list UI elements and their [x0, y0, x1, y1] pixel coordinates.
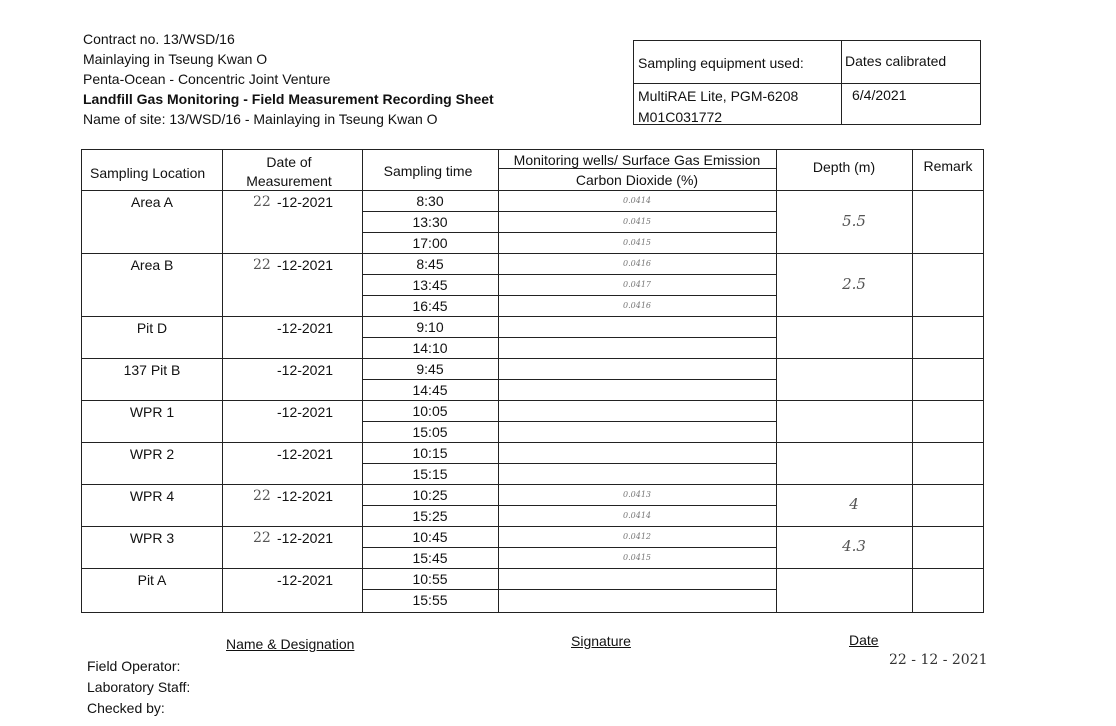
header-location: Sampling Location — [90, 165, 206, 181]
calibration-date: 6/4/2021 — [852, 87, 907, 103]
date-cell: -12-2021 — [277, 488, 334, 504]
co2-reading-cell: 0.0416 — [623, 259, 651, 268]
sheet-title: Landfill Gas Monitoring - Field Measurement Recording Sheet — [83, 91, 494, 107]
date-cell: -12-2021 — [277, 257, 334, 273]
sampling-time-cell: 15:15 — [412, 466, 448, 482]
sampling-time-cell: 8:45 — [416, 256, 444, 272]
project-name: Mainlaying in Tseung Kwan O — [83, 51, 268, 67]
sampling-time-cell: 8:30 — [416, 193, 444, 209]
equipment-header: Sampling equipment used: — [638, 55, 804, 71]
header-date-line1: Date of — [266, 154, 312, 170]
sampling-time-cell: 15:25 — [412, 508, 448, 524]
co2-reading-cell: 0.0412 — [623, 532, 651, 541]
location-cell: WPR 4 — [129, 488, 175, 504]
header-depth: Depth (m) — [812, 159, 876, 175]
depth-cell: 2.5 — [842, 274, 866, 293]
sampling-time-cell: 15:55 — [412, 592, 448, 608]
name-designation-label: Name & Designation — [226, 636, 355, 652]
co2-reading-cell: 0.0416 — [623, 301, 651, 310]
depth-cell: 4.3 — [842, 537, 866, 555]
sampling-time-cell: 9:10 — [416, 319, 444, 335]
date-cell: -12-2021 — [277, 362, 334, 378]
co2-reading-cell: 0.0415 — [623, 553, 651, 562]
header-remark: Remark — [923, 158, 973, 174]
footer-date-value: 22 - 12 - 2021 — [889, 652, 988, 668]
sampling-time-cell: 13:45 — [412, 277, 448, 293]
sampling-time-cell: 10:05 — [412, 403, 448, 419]
sampling-time-cell: 10:45 — [412, 529, 448, 545]
location-cell: Pit A — [137, 572, 167, 588]
measurement-table — [81, 149, 984, 613]
document-header — [83, 29, 494, 129]
depth-cell: 4 — [849, 495, 859, 513]
location-cell: 137 Pit B — [123, 362, 181, 378]
sampling-time-cell: 14:45 — [412, 382, 448, 398]
date-day-cell: 22 — [253, 488, 271, 504]
sampling-time-cell: 10:15 — [412, 445, 448, 461]
location-cell: Pit D — [136, 320, 168, 336]
sampling-time-cell: 13:30 — [412, 214, 448, 230]
header-monitoring-wells: Monitoring wells/ Surface Gas Emission — [513, 152, 761, 168]
contractor-name: Penta-Ocean - Concentric Joint Venture — [83, 71, 331, 87]
co2-reading-cell: 0.0413 — [623, 490, 651, 499]
co2-reading-cell: 0.0414 — [623, 196, 651, 205]
date-cell: -12-2021 — [277, 404, 334, 420]
laboratory-staff-label: Laboratory Staff: — [87, 679, 191, 695]
depth-cell: 5.5 — [842, 211, 866, 230]
sampling-time-cell: 15:05 — [412, 424, 448, 440]
date-cell: -12-2021 — [277, 572, 334, 588]
date-label: Date — [849, 632, 879, 648]
date-cell: -12-2021 — [277, 320, 334, 336]
location-cell: WPR 1 — [129, 404, 175, 420]
sampling-time-cell: 15:45 — [412, 550, 448, 566]
date-cell: -12-2021 — [277, 530, 334, 546]
co2-reading-cell: 0.0415 — [623, 238, 651, 247]
sampling-time-cell: 9:45 — [416, 361, 444, 377]
sampling-time-cell: 16:45 — [412, 298, 448, 314]
header-carbon-dioxide: Carbon Dioxide (%) — [575, 172, 699, 188]
equipment-serial: M01C031772 — [638, 109, 723, 125]
date-cell: -12-2021 — [277, 194, 334, 210]
header-date-line2: Measurement — [246, 173, 332, 189]
location-cell: Area B — [130, 257, 174, 273]
checked-by-label: Checked by: — [87, 700, 165, 716]
calibrated-header: Dates calibrated — [845, 53, 947, 69]
sampling-time-cell: 10:25 — [412, 487, 448, 503]
equipment-model: MultiRAE Lite, PGM-6208 — [638, 88, 799, 104]
location-cell: WPR 2 — [129, 446, 175, 462]
contract-number: Contract no. 13/WSD/16 — [83, 31, 235, 47]
header-sampling-time: Sampling time — [383, 163, 473, 179]
signature-label: Signature — [571, 633, 631, 649]
date-cell: -12-2021 — [277, 446, 334, 462]
site-name: Name of site: 13/WSD/16 - Mainlaying in Tseung Kwan O — [83, 111, 438, 127]
field-operator-label: Field Operator: — [87, 658, 181, 674]
co2-reading-cell: 0.0415 — [623, 217, 651, 226]
sampling-time-cell: 10:55 — [412, 571, 448, 587]
date-day-cell: 22 — [253, 194, 271, 210]
sampling-time-cell: 17:00 — [412, 235, 448, 251]
date-day-cell: 22 — [253, 257, 271, 273]
equipment-box — [633, 40, 981, 125]
location-cell: Area A — [130, 194, 174, 210]
date-day-cell: 22 — [253, 530, 271, 546]
location-cell: WPR 3 — [129, 530, 175, 546]
sampling-time-cell: 14:10 — [412, 340, 448, 356]
co2-reading-cell: 0.0414 — [623, 511, 651, 520]
co2-reading-cell: 0.0417 — [623, 280, 651, 289]
